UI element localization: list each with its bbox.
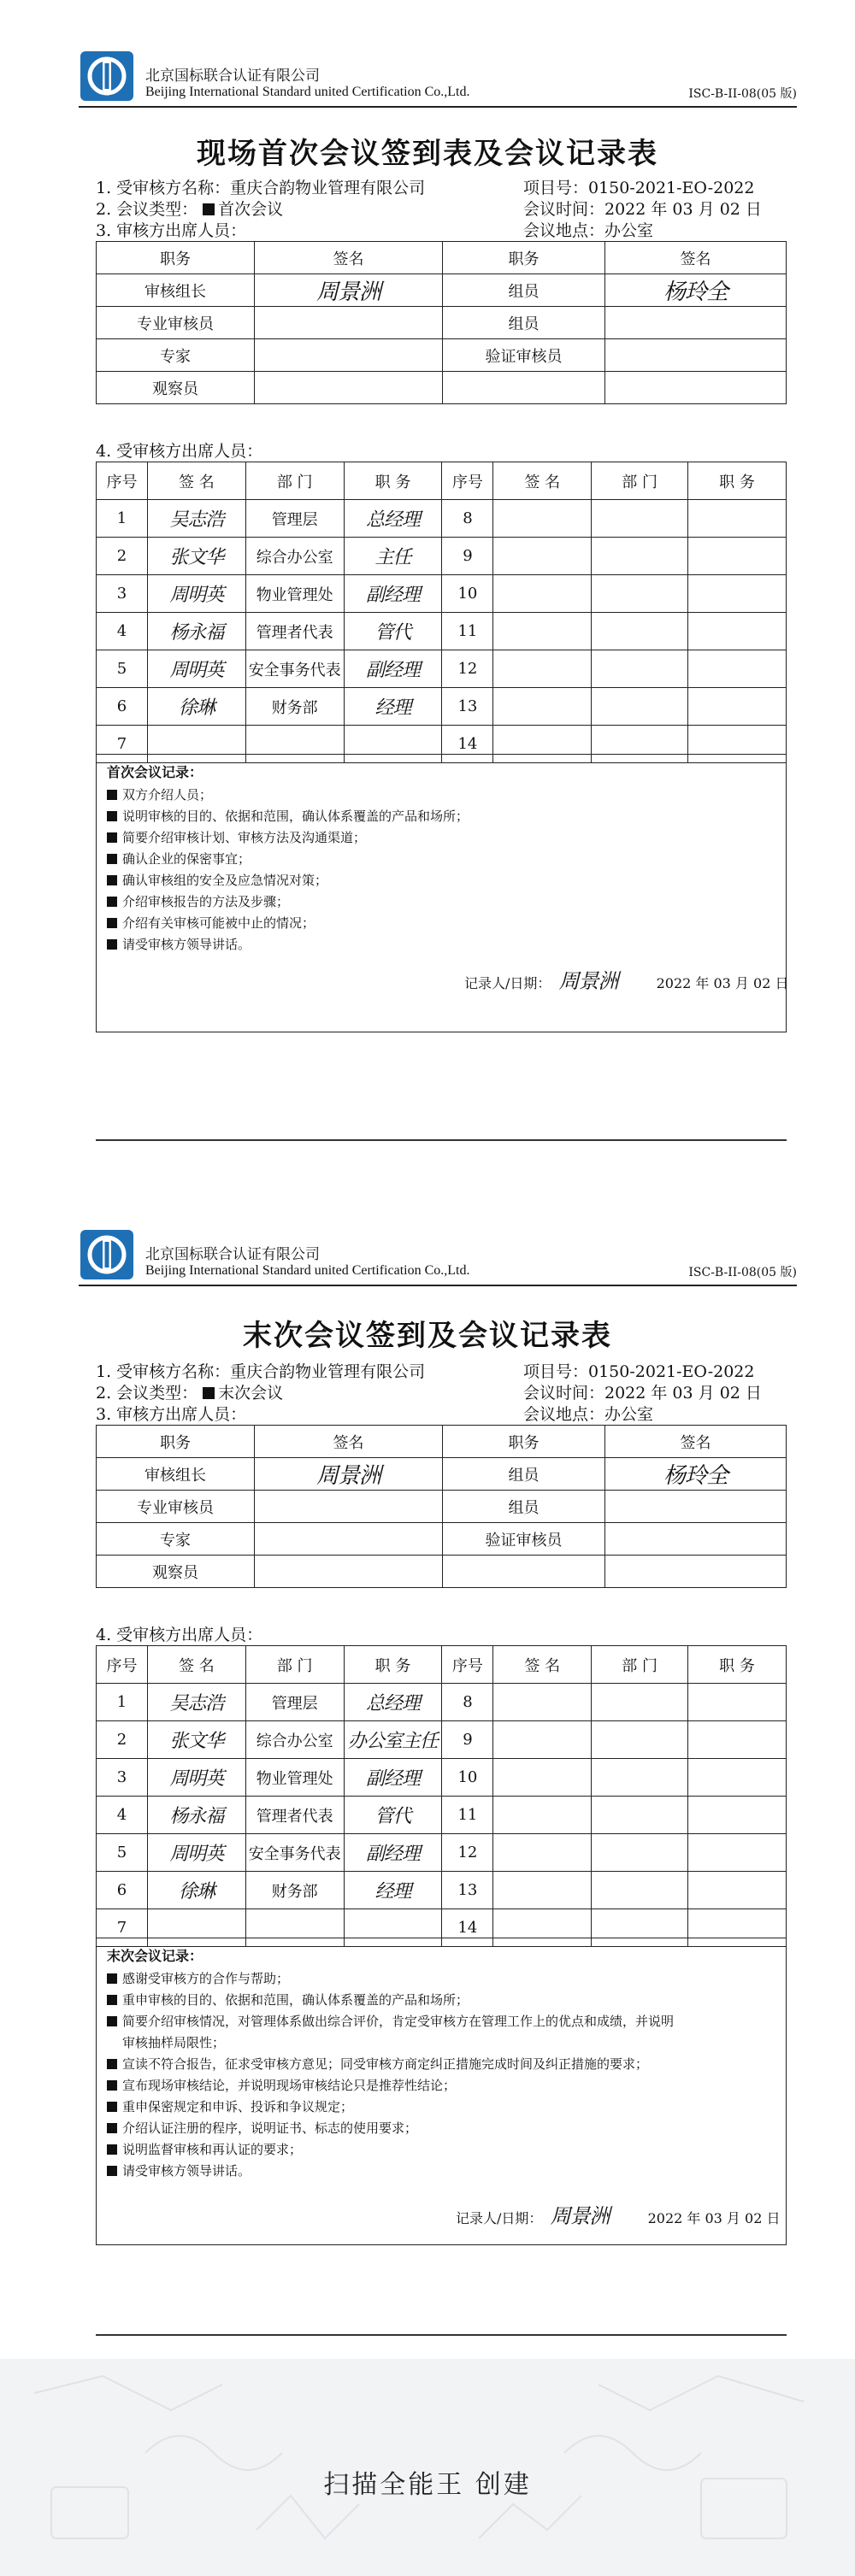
signature-cell: 周明英 — [147, 650, 245, 688]
recorder-line — [464, 964, 788, 994]
note-text: 感谢受审核方的合作与帮助； — [122, 1971, 290, 1986]
signature-cell: 杨玲全 — [605, 1458, 787, 1491]
header-cell: 序号 — [97, 462, 148, 500]
company-name-en: Beijing International Standard united Certification Co.,Ltd. — [145, 1263, 470, 1278]
table-row — [97, 274, 787, 307]
recorder-date: 2022 年 03 月 02 日 — [656, 975, 789, 991]
seq-cell: 10 — [442, 575, 493, 613]
header-cell: 职 务 — [344, 1646, 442, 1684]
position-cell: 经理 — [344, 688, 442, 726]
signature-cell: 张文华 — [147, 1721, 245, 1759]
signature-cell — [493, 538, 592, 575]
page-title: 现场首次会议签到表及会议记录表 — [197, 137, 658, 171]
scanner-watermark: 扫描全能王 创建 — [323, 2470, 532, 2500]
note-text: 介绍认证注册的程序，说明证书、标志的使用要求； — [122, 2120, 418, 2136]
seq-cell: 4 — [97, 613, 148, 650]
table-row — [97, 1797, 787, 1834]
department-cell: 财务部 — [245, 688, 344, 726]
seq-cell: 5 — [97, 650, 148, 688]
scanner-footer — [0, 2359, 855, 2576]
header-cell: 签 名 — [147, 462, 245, 500]
department-cell — [592, 575, 688, 613]
note-text: 宣布现场审核结论，并说明现场审核结论只是推荐性结论； — [122, 2078, 457, 2093]
signature-cell — [493, 1759, 592, 1797]
seq-cell: 2 — [97, 1721, 148, 1759]
signature-cell — [255, 1523, 443, 1556]
signature-cell: 周明英 — [147, 1834, 245, 1872]
department-cell — [592, 688, 688, 726]
meeting-time: 会议时间：2022 年 03 月 02 日 — [523, 1384, 762, 1403]
client-section-title: 4. 受审核方出席人员： — [96, 442, 263, 461]
checked-box-icon — [107, 2102, 117, 2112]
signature-cell: 周明英 — [147, 575, 245, 613]
position-cell — [688, 1797, 787, 1834]
table-row — [97, 372, 787, 404]
checked-box-icon — [107, 832, 117, 843]
signature-cell — [605, 1491, 787, 1523]
signature-cell — [255, 372, 443, 404]
note-item — [107, 2012, 674, 2030]
table-row — [97, 650, 787, 688]
table-row — [97, 1872, 787, 1909]
seq-cell: 3 — [97, 1759, 148, 1797]
note-text: 双方介绍人员； — [122, 787, 213, 803]
header-cell: 职务 — [97, 1426, 255, 1458]
auditor-attendance-table — [96, 241, 787, 404]
meeting-notes-box — [96, 1938, 787, 2245]
note-text: 请受审核方领导讲话。 — [122, 937, 251, 952]
role-cell: 验证审核员 — [443, 1523, 605, 1556]
page-bottom-divider — [96, 2334, 787, 2336]
note-item — [107, 807, 469, 825]
header-cell: 序号 — [442, 1646, 493, 1684]
note-item — [107, 892, 289, 910]
note-text: 确认企业的保密事宜； — [122, 851, 251, 867]
signature-cell: 徐琳 — [147, 688, 245, 726]
seq-cell: 9 — [442, 538, 493, 575]
meeting-type-line — [96, 1380, 283, 1403]
role-cell: 审核组长 — [97, 274, 255, 307]
role-cell: 专业审核员 — [97, 1491, 255, 1523]
position-cell — [688, 1721, 787, 1759]
seq-cell: 11 — [442, 1797, 493, 1834]
department-cell: 财务部 — [245, 1872, 344, 1909]
position-cell — [688, 500, 787, 538]
client-section-title: 4. 受审核方出席人员： — [96, 1626, 263, 1644]
seq-cell: 7 — [97, 726, 148, 763]
table-row — [97, 1684, 787, 1721]
header-cell: 职 务 — [344, 462, 442, 500]
position-cell: 管代 — [344, 613, 442, 650]
page-bottom-divider — [96, 1139, 787, 1141]
checked-box-icon — [107, 811, 117, 821]
meeting-type-value: 末次会议 — [218, 1384, 284, 1403]
table-row — [97, 1458, 787, 1491]
header-cell: 职务 — [443, 242, 605, 274]
note-text: 宣读不符合报告，征求受审核方意见；同受审核方商定纠正措施完成时间及纠正措施的要求； — [122, 2056, 649, 2072]
meeting-type-label: 2. 会议类型： — [96, 1384, 198, 1403]
position-cell: 主任 — [344, 538, 442, 575]
department-cell — [592, 538, 688, 575]
signature-cell — [255, 1491, 443, 1523]
role-cell — [443, 1556, 605, 1588]
table-row — [97, 339, 787, 372]
note-item — [107, 935, 251, 953]
role-cell: 专业审核员 — [97, 307, 255, 339]
client-name-line: 1. 受审核方名称：重庆合韵物业管理有限公司 — [96, 179, 426, 197]
department-cell: 管理层 — [245, 500, 344, 538]
checked-box-icon — [107, 2123, 117, 2133]
signature-cell: 杨永福 — [147, 1797, 245, 1834]
note-text: 确认审核组的安全及应急情况对策； — [122, 873, 328, 888]
position-cell — [688, 688, 787, 726]
signature-cell: 周景洲 — [255, 1458, 443, 1491]
checked-box-icon — [107, 854, 117, 864]
checked-box-icon — [107, 2016, 117, 2026]
checked-box-icon — [107, 2059, 117, 2069]
checked-box-icon — [107, 2144, 117, 2155]
note-item — [107, 2076, 456, 2094]
department-cell: 管理者代表 — [245, 1797, 344, 1834]
company-name-cn: 北京国标联合认证有限公司 — [145, 1246, 320, 1263]
meeting-place: 会议地点：办公室 — [523, 1405, 654, 1424]
department-cell: 物业管理处 — [245, 1759, 344, 1797]
checked-box-icon — [107, 2080, 117, 2091]
role-cell: 组员 — [443, 274, 605, 307]
seq-cell: 9 — [442, 1721, 493, 1759]
seq-cell: 2 — [97, 538, 148, 575]
header-cell: 职务 — [443, 1426, 605, 1458]
role-cell — [443, 372, 605, 404]
recorder-line — [456, 2199, 780, 2229]
note-text: 说明审核的目的、依据和范围，确认体系覆盖的产品和场所； — [122, 809, 469, 824]
signature-cell — [255, 307, 443, 339]
department-cell — [592, 613, 688, 650]
form-code: ISC-B-II-08(05 版) — [688, 1266, 797, 1279]
table-header-row — [97, 1426, 787, 1458]
note-item — [107, 2097, 353, 2115]
page-title: 末次会议签到及会议记录表 — [243, 1319, 612, 1353]
seq-cell: 7 — [97, 1909, 148, 1947]
header-divider — [79, 1285, 797, 1286]
position-cell — [688, 1759, 787, 1797]
department-cell: 综合办公室 — [245, 538, 344, 575]
checked-box-icon — [107, 790, 117, 800]
table-row — [97, 575, 787, 613]
table-row — [97, 688, 787, 726]
checked-box-icon — [107, 897, 117, 907]
seq-cell: 6 — [97, 688, 148, 726]
project-number: 项目号：0150-2021-EO-2022 — [523, 1362, 755, 1381]
meeting-page-final — [0, 1184, 855, 2355]
meeting-place: 会议地点：办公室 — [523, 221, 654, 240]
role-cell: 审核组长 — [97, 1458, 255, 1491]
auditor-attendance-table — [96, 1425, 787, 1588]
role-cell: 观察员 — [97, 1556, 255, 1588]
department-cell — [592, 1759, 688, 1797]
department-cell: 安全事务代表 — [245, 1834, 344, 1872]
department-cell — [592, 1797, 688, 1834]
note-item — [107, 2119, 417, 2137]
role-cell: 验证审核员 — [443, 339, 605, 372]
signature-cell — [493, 1834, 592, 1872]
position-cell: 总经理 — [344, 500, 442, 538]
seq-cell: 12 — [442, 1834, 493, 1872]
seq-cell: 8 — [442, 1684, 493, 1721]
signature-cell — [493, 1797, 592, 1834]
meeting-page-first — [0, 0, 855, 1162]
auditor-section-title: 3. 审核方出席人员： — [96, 221, 247, 240]
meeting-notes-box — [96, 754, 787, 1032]
signature-cell — [493, 1684, 592, 1721]
checked-box-icon — [107, 918, 117, 928]
position-cell: 办公室主任 — [344, 1721, 442, 1759]
note-text: 介绍有关审核可能被中止的情况； — [122, 915, 315, 931]
role-cell: 观察员 — [97, 372, 255, 404]
signature-cell — [493, 650, 592, 688]
signature-cell — [605, 307, 787, 339]
header-cell: 签名 — [605, 1426, 787, 1458]
checked-box-icon — [203, 1387, 215, 1399]
notes-title: 末次会议记录： — [107, 1948, 203, 1964]
header-cell: 部 门 — [245, 1646, 344, 1684]
header-cell: 职务 — [97, 242, 255, 274]
signature-cell: 吴志浩 — [147, 500, 245, 538]
department-cell — [592, 500, 688, 538]
signature-cell: 杨玲全 — [605, 274, 787, 307]
table-row — [97, 538, 787, 575]
seq-cell: 3 — [97, 575, 148, 613]
form-code: ISC-B-II-08(05 版) — [688, 87, 797, 101]
header-cell: 部 门 — [592, 1646, 688, 1684]
note-text: 简要介绍审核情况，对管理体系做出综合评价，肯定受审核方在管理工作上的优点和成绩，并说明 — [122, 2014, 675, 2029]
note-item — [107, 785, 212, 803]
department-cell: 管理层 — [245, 1684, 344, 1721]
client-attendance-table — [96, 462, 787, 763]
position-cell — [688, 1872, 787, 1909]
position-cell — [688, 650, 787, 688]
position-cell: 副经理 — [344, 650, 442, 688]
signature-cell: 周明英 — [147, 1759, 245, 1797]
header-cell: 签 名 — [493, 1646, 592, 1684]
signature-cell — [255, 1556, 443, 1588]
role-cell: 组员 — [443, 1491, 605, 1523]
header-cell: 职 务 — [688, 1646, 787, 1684]
auditor-section-title: 3. 审核方出席人员： — [96, 1405, 247, 1424]
position-cell — [688, 613, 787, 650]
checked-box-icon — [107, 2166, 117, 2176]
signature-cell: 周景洲 — [255, 274, 443, 307]
meeting-type-value: 首次会议 — [218, 200, 284, 219]
note-item — [107, 2161, 251, 2179]
role-cell: 专家 — [97, 1523, 255, 1556]
note-text: 重申审核的目的、依据和范围，确认体系覆盖的产品和场所； — [122, 1992, 469, 2008]
signature-cell — [605, 372, 787, 404]
header-cell: 签名 — [605, 242, 787, 274]
header-cell: 签名 — [255, 1426, 443, 1458]
header-cell: 职 务 — [688, 462, 787, 500]
department-cell — [592, 1872, 688, 1909]
header-cell: 部 门 — [592, 462, 688, 500]
position-cell: 管代 — [344, 1797, 442, 1834]
table-row — [97, 1491, 787, 1523]
table-row — [97, 1834, 787, 1872]
seq-cell: 5 — [97, 1834, 148, 1872]
note-item — [107, 1991, 469, 2008]
seq-cell: 1 — [97, 1684, 148, 1721]
seq-cell: 12 — [442, 650, 493, 688]
header-cell: 签 名 — [147, 1646, 245, 1684]
signature-cell — [493, 1721, 592, 1759]
role-cell: 组员 — [443, 307, 605, 339]
position-cell — [688, 538, 787, 575]
checked-box-icon — [203, 203, 215, 215]
header-cell: 签名 — [255, 242, 443, 274]
meeting-type-line — [96, 197, 283, 220]
signature-cell — [493, 688, 592, 726]
department-cell — [592, 1834, 688, 1872]
position-cell: 经理 — [344, 1872, 442, 1909]
seq-cell: 14 — [442, 1909, 493, 1947]
note-text: 重申保密规定和申诉、投诉和争议规定； — [122, 2099, 354, 2114]
company-name-cn: 北京国标联合认证有限公司 — [145, 68, 320, 85]
signature-cell — [605, 339, 787, 372]
signature-cell: 张文华 — [147, 538, 245, 575]
department-cell: 物业管理处 — [245, 575, 344, 613]
department-cell — [592, 1721, 688, 1759]
header-cell: 部 门 — [245, 462, 344, 500]
note-text: 介绍审核报告的方法及步骤； — [122, 894, 290, 909]
seq-cell: 10 — [442, 1759, 493, 1797]
role-cell: 组员 — [443, 1458, 605, 1491]
position-cell: 副经理 — [344, 575, 442, 613]
signature-cell — [493, 613, 592, 650]
signature-cell — [255, 339, 443, 372]
department-cell — [592, 1684, 688, 1721]
checked-box-icon — [107, 939, 117, 950]
company-logo-icon — [79, 1228, 135, 1281]
note-item — [107, 2033, 225, 2051]
table-row — [97, 613, 787, 650]
role-cell: 专家 — [97, 339, 255, 372]
project-number: 项目号：0150-2021-EO-2022 — [523, 179, 755, 197]
recorder-signature: 周景洲 — [550, 2204, 610, 2228]
client-name-line: 1. 受审核方名称：重庆合韵物业管理有限公司 — [96, 1362, 426, 1381]
seq-cell: 11 — [442, 613, 493, 650]
seq-cell: 1 — [97, 500, 148, 538]
company-logo-icon — [79, 50, 135, 103]
position-cell: 副经理 — [344, 1759, 442, 1797]
recorder-label: 记录人/日期： — [456, 2210, 543, 2226]
table-header-row — [97, 1646, 787, 1684]
note-text: 简要介绍审核计划、审核方法及沟通渠道； — [122, 830, 367, 845]
note-item — [107, 1969, 289, 1987]
signature-cell — [605, 1523, 787, 1556]
note-item — [107, 871, 327, 889]
letterhead — [79, 1225, 797, 1293]
note-item — [107, 850, 251, 867]
signature-cell: 杨永福 — [147, 613, 245, 650]
note-item — [107, 828, 366, 846]
recorder-date: 2022 年 03 月 02 日 — [647, 2210, 781, 2226]
seq-cell: 13 — [442, 688, 493, 726]
position-cell — [688, 1834, 787, 1872]
signature-cell: 徐琳 — [147, 1872, 245, 1909]
position-cell — [688, 1684, 787, 1721]
seq-cell: 4 — [97, 1797, 148, 1834]
table-row — [97, 500, 787, 538]
department-cell: 安全事务代表 — [245, 650, 344, 688]
header-divider — [79, 106, 797, 108]
position-cell — [688, 575, 787, 613]
signature-cell — [493, 1872, 592, 1909]
header-cell: 序号 — [97, 1646, 148, 1684]
department-cell: 综合办公室 — [245, 1721, 344, 1759]
signature-cell: 吴志浩 — [147, 1684, 245, 1721]
department-cell: 管理者代表 — [245, 613, 344, 650]
seq-cell: 13 — [442, 1872, 493, 1909]
table-row — [97, 1721, 787, 1759]
position-cell: 副经理 — [344, 1834, 442, 1872]
note-item — [107, 2140, 302, 2158]
seq-cell: 8 — [442, 500, 493, 538]
recorder-signature: 周景洲 — [558, 969, 618, 993]
table-header-row — [97, 242, 787, 274]
client-attendance-table — [96, 1645, 787, 1947]
note-item — [107, 914, 315, 932]
position-cell: 总经理 — [344, 1684, 442, 1721]
department-cell — [592, 650, 688, 688]
signature-cell — [493, 575, 592, 613]
header-cell: 序号 — [442, 462, 493, 500]
table-row — [97, 1759, 787, 1797]
table-row — [97, 1556, 787, 1588]
company-name-en: Beijing International Standard united Certification Co.,Ltd. — [145, 85, 470, 99]
checked-box-icon — [107, 1995, 117, 2005]
notes-title: 首次会议记录： — [107, 764, 203, 780]
note-text: 审核抽样局限性； — [122, 2035, 226, 2050]
signature-cell — [493, 500, 592, 538]
letterhead — [79, 46, 797, 115]
seq-cell: 6 — [97, 1872, 148, 1909]
meeting-type-label: 2. 会议类型： — [96, 200, 198, 219]
table-row — [97, 307, 787, 339]
checked-box-icon — [107, 875, 117, 885]
header-cell: 签 名 — [493, 462, 592, 500]
meeting-time: 会议时间：2022 年 03 月 02 日 — [523, 200, 762, 219]
recorder-label: 记录人/日期： — [464, 975, 551, 991]
signature-cell — [605, 1556, 787, 1588]
note-item — [107, 2055, 648, 2073]
table-row — [97, 1523, 787, 1556]
note-text: 请受审核方领导讲话。 — [122, 2163, 251, 2179]
seq-cell: 14 — [442, 726, 493, 763]
note-text: 说明监督审核和再认证的要求； — [122, 2142, 303, 2157]
table-header-row — [97, 462, 787, 500]
checked-box-icon — [107, 1973, 117, 1984]
